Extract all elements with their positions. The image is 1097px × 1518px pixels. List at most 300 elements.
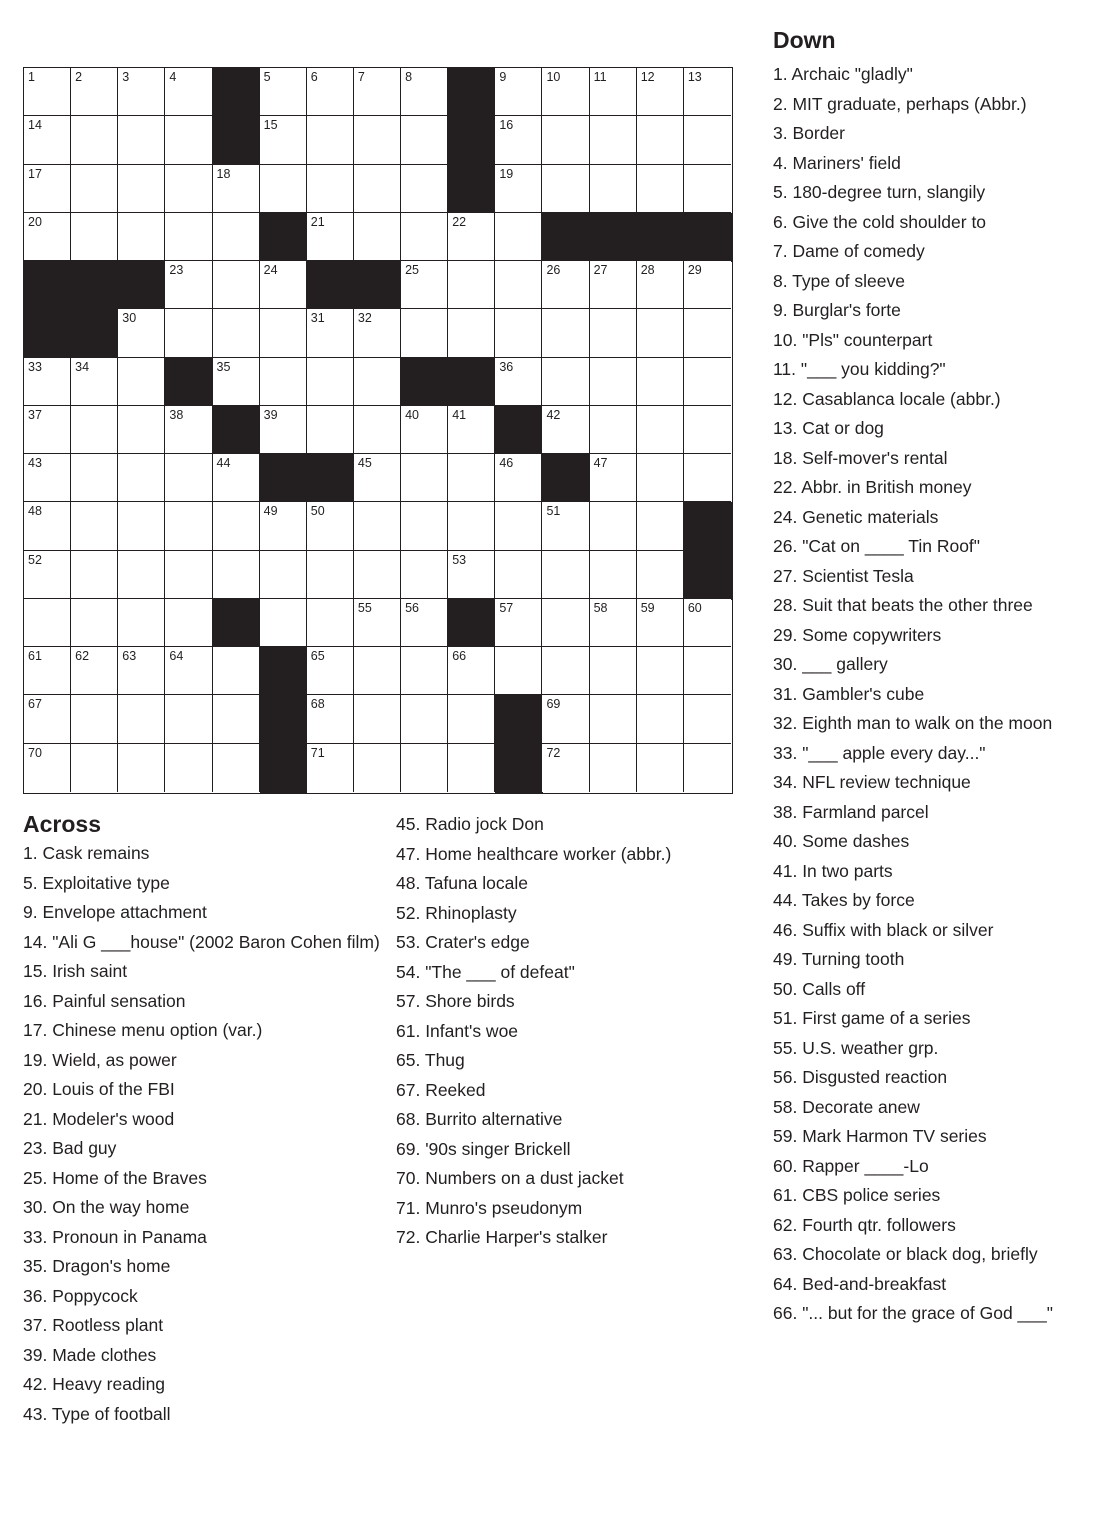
down-clue: 55. U.S. weather grp. xyxy=(773,1037,939,1058)
down-clue: 22. Abbr. in British money xyxy=(773,477,972,497)
grid-cell[interactable] xyxy=(354,744,401,792)
grid-cell[interactable] xyxy=(213,261,260,309)
grid-cell[interactable] xyxy=(542,599,589,647)
across-clue: 37. Rootless plant xyxy=(23,1315,164,1335)
grid-cell[interactable] xyxy=(354,454,401,502)
grid-cell[interactable] xyxy=(637,502,684,550)
grid-cell[interactable] xyxy=(260,551,307,599)
grid-cell[interactable] xyxy=(213,358,260,406)
grid-cell[interactable] xyxy=(354,599,401,647)
across-clue: 17. Chinese menu option (var.) xyxy=(23,1020,263,1040)
clue-number: 39 xyxy=(263,407,278,422)
grid-cell[interactable] xyxy=(684,454,731,502)
grid-cell[interactable] xyxy=(307,213,354,261)
grid-cell[interactable] xyxy=(165,599,212,647)
grid-cell[interactable] xyxy=(307,165,354,213)
grid-cell[interactable] xyxy=(684,406,731,454)
clue-number: 58 xyxy=(593,600,608,615)
grid-cell[interactable] xyxy=(213,744,260,792)
grid-cell[interactable] xyxy=(118,551,165,599)
grid-cell[interactable] xyxy=(637,454,684,502)
clue-number: 67 xyxy=(28,697,42,712)
grid-cell[interactable] xyxy=(71,116,118,164)
grid-cell[interactable] xyxy=(118,502,165,550)
grid-cell[interactable] xyxy=(118,599,165,647)
grid-cell[interactable] xyxy=(542,165,589,213)
grid-cell[interactable] xyxy=(590,261,637,309)
grid-cell[interactable] xyxy=(448,744,495,792)
black-square xyxy=(213,68,261,117)
across-clue: 25. Home of the Braves xyxy=(23,1167,207,1188)
grid-cell[interactable] xyxy=(637,744,684,792)
clue-number: 17 xyxy=(28,166,42,181)
clue-number: 2 xyxy=(75,70,83,84)
grid-cell[interactable] xyxy=(401,116,448,164)
grid-cell[interactable] xyxy=(213,551,260,599)
grid-cell[interactable] xyxy=(542,502,589,550)
grid-cell[interactable] xyxy=(213,165,260,213)
black-square xyxy=(260,647,308,696)
clue-number: 66 xyxy=(452,649,467,664)
grid-cell[interactable] xyxy=(118,165,165,213)
grid-cell[interactable] xyxy=(118,116,165,164)
grid-cell[interactable] xyxy=(684,165,731,213)
grid-cell[interactable] xyxy=(354,406,401,454)
clue-number: 56 xyxy=(405,600,419,615)
clue-number: 65 xyxy=(310,649,325,664)
grid-cell[interactable] xyxy=(590,309,637,357)
grid-cell[interactable] xyxy=(165,68,212,116)
grid-cell[interactable] xyxy=(260,599,307,647)
grid-cell[interactable] xyxy=(354,647,401,695)
across-clue: 33. Pronoun in Panama xyxy=(23,1226,207,1247)
across-clue: 53. Crater's edge xyxy=(396,932,530,952)
grid-cell[interactable] xyxy=(165,165,212,213)
grid-cell[interactable] xyxy=(307,502,354,550)
grid-cell[interactable] xyxy=(401,406,448,454)
grid-cell[interactable] xyxy=(590,454,637,502)
grid-cell[interactable] xyxy=(118,647,165,695)
grid-cell[interactable] xyxy=(684,68,731,116)
grid-cell[interactable] xyxy=(71,454,118,502)
grid-cell[interactable] xyxy=(590,647,637,695)
grid-cell[interactable] xyxy=(590,502,637,550)
clue-number: 52 xyxy=(28,552,42,567)
grid-cell[interactable] xyxy=(590,165,637,213)
across-clue: 20. Louis of the FBI xyxy=(23,1079,175,1099)
grid-cell[interactable] xyxy=(495,599,542,647)
grid-cell[interactable] xyxy=(684,599,731,647)
grid-cell[interactable] xyxy=(24,165,71,213)
grid-cell[interactable] xyxy=(118,358,165,406)
grid-cell[interactable] xyxy=(637,406,684,454)
across-clue: 15. Irish saint xyxy=(23,961,128,981)
grid-cell[interactable] xyxy=(260,309,307,357)
down-clue: 5. 180-degree turn, slangily xyxy=(773,182,986,202)
down-clue: 10. "Pls" counterpart xyxy=(773,329,933,350)
clue-number: 40 xyxy=(405,407,419,422)
grid-cell[interactable] xyxy=(495,502,542,550)
grid-cell[interactable] xyxy=(307,744,354,792)
grid-cell[interactable] xyxy=(590,116,637,164)
clue-number: 3 xyxy=(122,70,130,84)
black-square xyxy=(307,261,355,310)
grid-cell[interactable] xyxy=(637,165,684,213)
grid-cell[interactable] xyxy=(448,551,495,599)
grid-cell[interactable] xyxy=(165,695,212,743)
clue-number: 48 xyxy=(28,504,42,519)
clue-number: 57 xyxy=(499,600,514,615)
grid-cell[interactable] xyxy=(165,744,212,792)
grid-cell[interactable] xyxy=(165,551,212,599)
grid-cell[interactable] xyxy=(307,406,354,454)
grid-cell[interactable] xyxy=(71,358,118,406)
grid-cell[interactable] xyxy=(637,551,684,599)
grid-cell[interactable] xyxy=(448,695,495,743)
down-clue: 50. Calls off xyxy=(773,978,866,999)
grid-cell[interactable] xyxy=(495,647,542,695)
grid-cell[interactable] xyxy=(165,502,212,550)
grid-cell[interactable] xyxy=(260,261,307,309)
grid-cell[interactable] xyxy=(213,647,260,695)
down-clue: 26. "Cat on ____ Tin Roof" xyxy=(773,536,981,556)
crossword-grid xyxy=(23,67,733,794)
across-clue: 52. Rhinoplasty xyxy=(396,902,517,923)
across-clue: 48. Tafuna locale xyxy=(396,873,529,893)
grid-cell[interactable] xyxy=(401,309,448,357)
grid-cell[interactable] xyxy=(448,647,495,695)
grid-cell[interactable] xyxy=(684,647,731,695)
clue-number: 36 xyxy=(499,359,514,374)
down-clue: 51. First game of a series xyxy=(773,1008,971,1028)
grid-cell[interactable] xyxy=(165,261,212,309)
down-clue: 8. Type of sleeve xyxy=(773,270,905,291)
grid-cell[interactable] xyxy=(24,358,71,406)
across-clue: 72. Charlie Harper's stalker xyxy=(396,1227,608,1247)
clue-number: 45 xyxy=(357,456,372,471)
grid-cell[interactable] xyxy=(590,744,637,792)
black-square xyxy=(118,261,166,310)
grid-cell[interactable] xyxy=(542,647,589,695)
grid-cell[interactable] xyxy=(213,695,260,743)
grid-cell[interactable] xyxy=(354,68,401,116)
clue-number: 11 xyxy=(593,70,607,84)
grid-cell[interactable] xyxy=(260,406,307,454)
down-clues-list xyxy=(773,60,1093,1329)
grid-cell[interactable] xyxy=(307,647,354,695)
clue-number: 32 xyxy=(357,311,372,326)
grid-cell[interactable] xyxy=(165,309,212,357)
down-clue: 32. Eighth man to walk on the moon xyxy=(773,713,1053,733)
grid-cell[interactable] xyxy=(590,695,637,743)
clue-number: 37 xyxy=(28,407,42,422)
grid-cell[interactable] xyxy=(401,647,448,695)
grid-cell[interactable] xyxy=(165,454,212,502)
grid-cell[interactable] xyxy=(542,68,589,116)
black-square xyxy=(260,695,308,744)
clue-number: 50 xyxy=(310,504,325,519)
down-clue: 9. Burglar's forte xyxy=(773,300,901,320)
grid-cell[interactable] xyxy=(495,165,542,213)
grid-cell[interactable] xyxy=(213,309,260,357)
grid-cell[interactable] xyxy=(213,213,260,261)
grid-cell[interactable] xyxy=(307,599,354,647)
grid-cell[interactable] xyxy=(71,68,118,116)
grid-cell[interactable] xyxy=(401,261,448,309)
black-square xyxy=(165,358,213,407)
grid-cell[interactable] xyxy=(71,213,118,261)
black-square xyxy=(71,261,119,310)
down-clue: 3. Border xyxy=(773,123,845,143)
grid-cell[interactable] xyxy=(637,261,684,309)
grid-cell[interactable] xyxy=(354,551,401,599)
grid-cell[interactable] xyxy=(118,695,165,743)
grid-cell[interactable] xyxy=(495,68,542,116)
down-clue: 40. Some dashes xyxy=(773,831,910,851)
grid-cell[interactable] xyxy=(495,213,542,261)
grid-cell[interactable] xyxy=(71,647,118,695)
grid-cell[interactable] xyxy=(24,502,71,550)
grid-cell[interactable] xyxy=(354,116,401,164)
across-clue: 67. Reeked xyxy=(396,1079,486,1100)
clue-number: 26 xyxy=(546,263,561,278)
clue-number: 51 xyxy=(546,504,561,519)
down-clue: 38. Farmland parcel xyxy=(773,801,929,822)
down-clue: 13. Cat or dog xyxy=(773,418,884,438)
black-square xyxy=(495,695,543,744)
black-square xyxy=(684,213,732,262)
grid-cell[interactable] xyxy=(24,213,71,261)
grid-cell[interactable] xyxy=(24,116,71,164)
grid-cell[interactable] xyxy=(401,551,448,599)
grid-cell[interactable] xyxy=(24,68,71,116)
grid-cell[interactable] xyxy=(354,502,401,550)
grid-cell[interactable] xyxy=(542,309,589,357)
grid-cell[interactable] xyxy=(260,502,307,550)
grid-cell[interactable] xyxy=(260,358,307,406)
down-clue: 12. Casablanca locale (abbr.) xyxy=(773,388,1001,409)
clue-number: 19 xyxy=(499,166,514,181)
black-square xyxy=(590,213,638,262)
grid-cell[interactable] xyxy=(24,744,71,792)
grid-cell[interactable] xyxy=(684,261,731,309)
grid-cell[interactable] xyxy=(401,213,448,261)
grid-cell[interactable] xyxy=(401,599,448,647)
grid-cell[interactable] xyxy=(448,454,495,502)
grid-cell[interactable] xyxy=(354,358,401,406)
black-square xyxy=(637,213,685,262)
down-clue: 49. Turning tooth xyxy=(773,949,905,969)
grid-cell[interactable] xyxy=(71,406,118,454)
grid-cell[interactable] xyxy=(684,744,731,792)
across-clues-column-1 xyxy=(23,839,383,1429)
grid-cell[interactable] xyxy=(495,551,542,599)
grid-cell[interactable] xyxy=(542,261,589,309)
grid-cell[interactable] xyxy=(590,406,637,454)
grid-cell[interactable] xyxy=(24,599,71,647)
grid-cell[interactable] xyxy=(448,309,495,357)
black-square xyxy=(542,454,590,503)
grid-cell[interactable] xyxy=(684,116,731,164)
black-square xyxy=(260,213,308,262)
grid-cell[interactable] xyxy=(165,213,212,261)
clue-number: 29 xyxy=(687,263,702,278)
grid-cell[interactable] xyxy=(401,744,448,792)
grid-cell[interactable] xyxy=(542,406,589,454)
across-clue: 57. Shore birds xyxy=(396,991,515,1011)
grid-cell[interactable] xyxy=(637,116,684,164)
grid-cell[interactable] xyxy=(401,454,448,502)
clue-number: 35 xyxy=(216,359,231,374)
grid-cell[interactable] xyxy=(307,116,354,164)
down-clue: 4. Mariners' field xyxy=(773,152,901,173)
grid-cell[interactable] xyxy=(354,309,401,357)
grid-cell[interactable] xyxy=(307,68,354,116)
clue-number: 72 xyxy=(546,745,561,760)
grid-cell[interactable] xyxy=(448,213,495,261)
clue-number: 18 xyxy=(216,166,231,181)
grid-cell[interactable] xyxy=(165,406,212,454)
grid-cell[interactable] xyxy=(71,551,118,599)
down-clue: 31. Gambler's cube xyxy=(773,683,925,704)
down-clue: 11. "___ you kidding?" xyxy=(773,359,946,379)
across-clue: 70. Numbers on a dust jacket xyxy=(396,1168,624,1188)
black-square xyxy=(448,68,496,117)
grid-cell[interactable] xyxy=(71,599,118,647)
grid-cell[interactable] xyxy=(448,261,495,309)
grid-cell[interactable] xyxy=(637,647,684,695)
clue-number: 13 xyxy=(687,70,702,84)
black-square xyxy=(495,744,543,793)
grid-cell[interactable] xyxy=(542,744,589,792)
clue-number: 71 xyxy=(310,745,325,760)
grid-cell[interactable] xyxy=(495,261,542,309)
grid-cell[interactable] xyxy=(24,647,71,695)
clue-number: 43 xyxy=(28,456,42,471)
clue-number: 30 xyxy=(122,311,137,326)
grid-cell[interactable] xyxy=(448,406,495,454)
grid-cell[interactable] xyxy=(590,68,637,116)
grid-cell[interactable] xyxy=(590,599,637,647)
grid-cell[interactable] xyxy=(354,695,401,743)
grid-cell[interactable] xyxy=(307,695,354,743)
grid-cell[interactable] xyxy=(401,695,448,743)
black-square xyxy=(448,116,496,165)
down-clue: 28. Suit that beats the other three xyxy=(773,595,1033,615)
grid-cell[interactable] xyxy=(590,358,637,406)
grid-cell[interactable] xyxy=(401,502,448,550)
down-clue: 46. Suffix with black or silver xyxy=(773,919,994,940)
grid-cell[interactable] xyxy=(684,695,731,743)
grid-cell[interactable] xyxy=(307,358,354,406)
grid-cell[interactable] xyxy=(495,116,542,164)
clue-number: 47 xyxy=(593,456,608,471)
black-square xyxy=(354,261,402,310)
down-clue: 1. Archaic "gladly" xyxy=(773,64,913,84)
grid-cell[interactable] xyxy=(684,309,731,357)
grid-cell[interactable] xyxy=(542,358,589,406)
grid-cell[interactable] xyxy=(118,454,165,502)
black-square xyxy=(448,599,496,648)
grid-cell[interactable] xyxy=(118,406,165,454)
grid-cell[interactable] xyxy=(165,116,212,164)
grid-cell[interactable] xyxy=(637,358,684,406)
grid-cell[interactable] xyxy=(213,502,260,550)
grid-cell[interactable] xyxy=(118,309,165,357)
black-square xyxy=(448,165,496,214)
grid-cell[interactable] xyxy=(354,213,401,261)
grid-cell[interactable] xyxy=(542,695,589,743)
grid-cell[interactable] xyxy=(637,599,684,647)
clue-number: 10 xyxy=(546,70,561,84)
down-clue: 63. Chocolate or black dog, briefly xyxy=(773,1244,1038,1264)
clue-number: 34 xyxy=(75,359,90,374)
black-square xyxy=(71,309,119,358)
grid-cell[interactable] xyxy=(307,551,354,599)
across-clue: 21. Modeler's wood xyxy=(23,1108,175,1129)
grid-cell[interactable] xyxy=(118,213,165,261)
grid-cell[interactable] xyxy=(354,165,401,213)
grid-cell[interactable] xyxy=(260,116,307,164)
grid-cell[interactable] xyxy=(495,454,542,502)
grid-cell[interactable] xyxy=(260,165,307,213)
grid-cell[interactable] xyxy=(71,165,118,213)
black-square xyxy=(24,261,72,310)
across-clue: 69. '90s singer Brickell xyxy=(396,1138,571,1159)
clue-number: 63 xyxy=(122,649,137,664)
grid-cell[interactable] xyxy=(401,165,448,213)
grid-cell[interactable] xyxy=(213,454,260,502)
grid-cell[interactable] xyxy=(448,502,495,550)
across-clue: 23. Bad guy xyxy=(23,1138,117,1158)
grid-cell[interactable] xyxy=(495,358,542,406)
down-clue: 18. Self-mover's rental xyxy=(773,447,948,468)
down-clue: 29. Some copywriters xyxy=(773,624,942,645)
grid-cell[interactable] xyxy=(542,116,589,164)
grid-cell[interactable] xyxy=(307,309,354,357)
grid-cell[interactable] xyxy=(590,551,637,599)
across-clue: 9. Envelope attachment xyxy=(23,902,207,922)
grid-cell[interactable] xyxy=(684,358,731,406)
across-clue: 43. Type of football xyxy=(23,1403,171,1424)
grid-cell[interactable] xyxy=(637,68,684,116)
grid-cell[interactable] xyxy=(24,551,71,599)
across-clues-column-2 xyxy=(396,810,716,1253)
grid-cell[interactable] xyxy=(71,744,118,792)
down-clue: 27. Scientist Tesla xyxy=(773,565,914,586)
grid-cell[interactable] xyxy=(495,309,542,357)
grid-cell[interactable] xyxy=(542,551,589,599)
grid-cell[interactable] xyxy=(165,647,212,695)
grid-cell[interactable] xyxy=(24,695,71,743)
grid-cell[interactable] xyxy=(71,695,118,743)
clue-number: 68 xyxy=(310,697,325,712)
grid-cell[interactable] xyxy=(637,695,684,743)
clue-number: 41 xyxy=(452,407,467,422)
grid-cell[interactable] xyxy=(401,68,448,116)
grid-cell[interactable] xyxy=(71,502,118,550)
grid-cell[interactable] xyxy=(24,406,71,454)
clue-number: 7 xyxy=(357,70,365,84)
grid-cell[interactable] xyxy=(118,68,165,116)
grid-cell[interactable] xyxy=(24,454,71,502)
across-clue: 16. Painful sensation xyxy=(23,990,186,1011)
clue-number: 28 xyxy=(640,263,655,278)
grid-cell[interactable] xyxy=(118,744,165,792)
grid-cell[interactable] xyxy=(260,68,307,116)
clue-number: 69 xyxy=(546,697,561,712)
grid-cell[interactable] xyxy=(637,309,684,357)
